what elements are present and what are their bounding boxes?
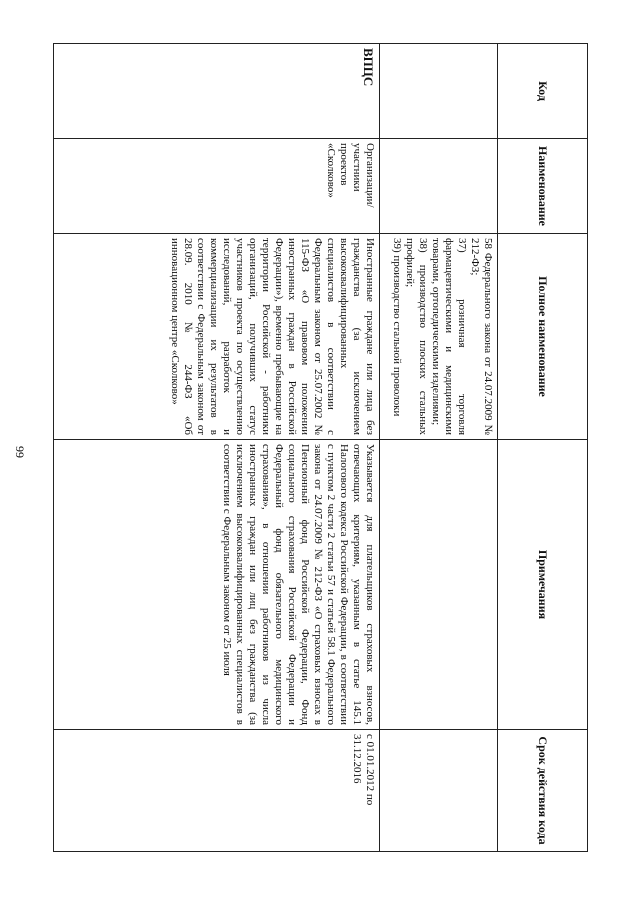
row1-name xyxy=(380,139,498,234)
table-row xyxy=(54,44,380,852)
row2-code: ВПЦС xyxy=(54,44,380,139)
row2-name: Организации/участники проектов «Сколково» xyxy=(54,139,380,234)
row1-full-name-line: 39) производство стальной проволоки xyxy=(391,238,404,417)
header-notes: Примечания xyxy=(498,440,588,730)
rotated-page xyxy=(53,43,588,851)
row1-full-name-line: 37) розничная торговля фармацевтическими и медицинскими товарами, ортопедическими изделиями; xyxy=(430,238,469,435)
header-name: Наименование xyxy=(498,139,588,234)
row1-full-name xyxy=(380,234,498,440)
row2-notes: Указывается для плательщиков страховых взносов, отвечающих критериям, указанным в статье 145.1 Налогового кодекса Российской Федерации, в соответствии с пунктом 2 части 2 статьи 57 и статьей 58.1 Федерального закона от 24.07.2009 № 212-ФЗ «О страховых взносах в Пенсионный фонд Российской Федерации, Фонд социального страхования Российской Федерации и Федеральный фонд обязательного медицинского страхования», в отношении работников из числа иностранных граждан или лиц без гражданства (за исключением высококвалифицированных специалистов в соответствии с Федеральным законом от 25 июля xyxy=(54,440,380,730)
header-validity: Срок действия кода xyxy=(498,730,588,852)
header-code: Код xyxy=(498,44,588,139)
row1-full-name-line: 38) производство плоских стальных профилей; xyxy=(404,238,430,435)
row1-full-name-line: 58 Федерального закона от 24.07.2009 № 212-ФЗ; xyxy=(469,238,494,435)
row2-full-name: Иностранные граждане или лица без гражданства (за исключением высококвалифицированных специалистов в соответствии с Федеральным законом от 25.07.2002 № 115-ФЗ «О правовом положении иностранных граждан в Российской Федерации»), временно пребывающие на территории Российской - работники организаций, получивших статус участников проекта по осуществлению исследований, разработок и коммерциализации их результатов в соответствии с Федеральным законом от 28.09. 2010 № 244-ФЗ «Об инновационном центре «Сколково» xyxy=(54,234,380,440)
row1-validity xyxy=(380,730,498,852)
row1-notes xyxy=(380,440,498,730)
page-number: 99 xyxy=(13,446,27,458)
row2-validity: с 01.01.2012 по 31.12.2016 xyxy=(54,730,380,852)
codes-table xyxy=(53,43,588,852)
row1-code xyxy=(380,44,498,139)
table-row xyxy=(380,44,498,852)
header-full-name: Полное наименование xyxy=(498,234,588,440)
